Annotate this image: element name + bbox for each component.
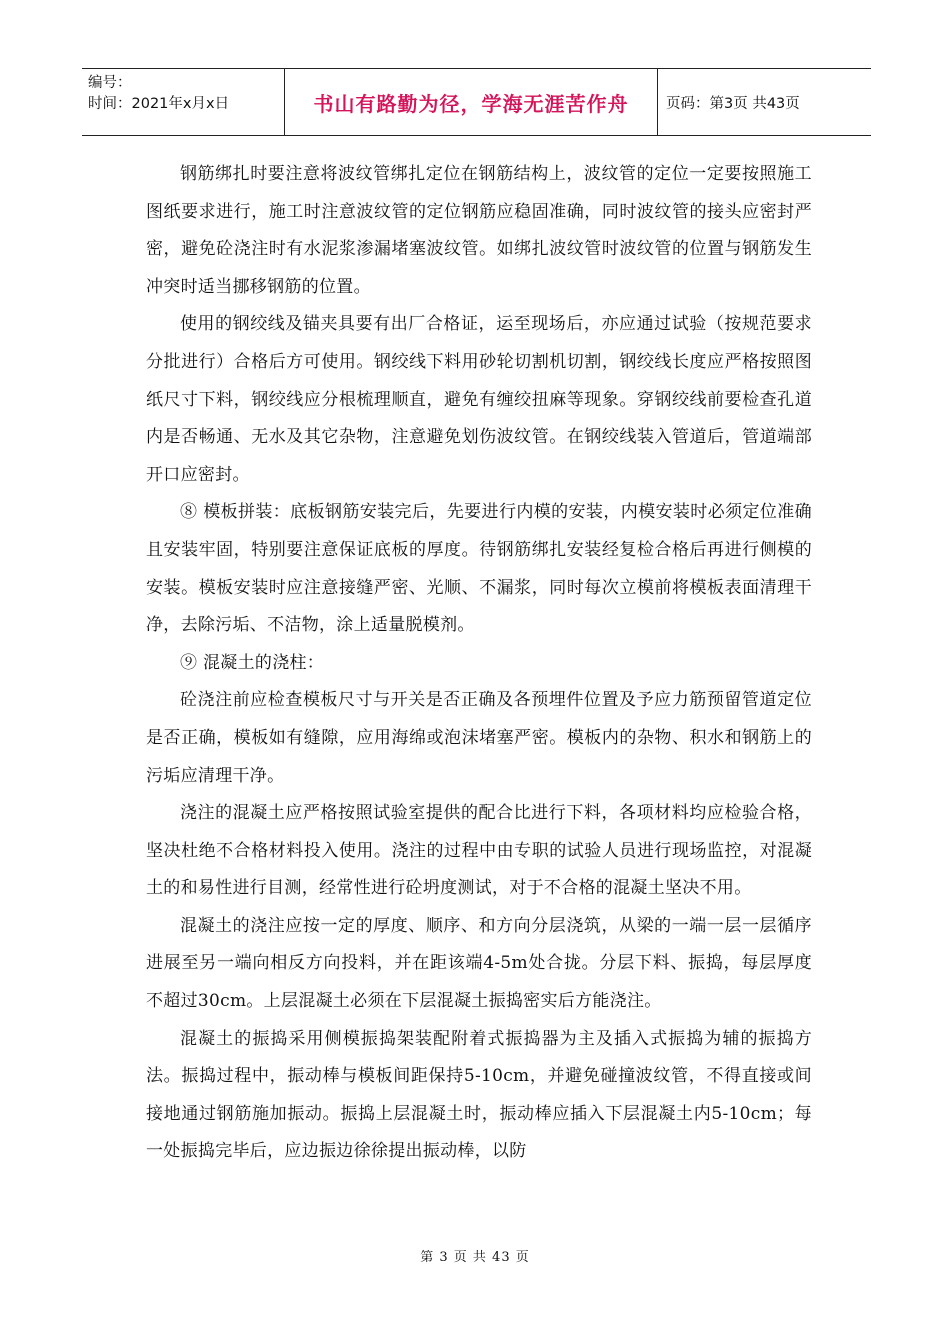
document-body [146,156,812,1171]
page-footer: 第 3 页 共 43 页 [420,1250,530,1265]
number-label: 编号： [88,75,132,91]
header-motto: 书山有路勤为径，学海无涯苦作舟 [284,69,658,135]
paragraph: ⑧ 模板拼装：底板钢筋安装完后，先要进行内模的安装，内模安装时必须定位准确且安装牢固，特别要注意保证底板的厚度。待钢筋绑扎安装经复检合格后再进行侧模的安装。模板安装时应注意接缝严密、光顺、不漏浆，同时每次立模前将模板表面清理干净，去除污垢、不洁物，涂上适量脱模剂。 [146,502,812,636]
page-header [82,68,871,136]
paragraph: 钢筋绑扎时要注意将波纹管绑扎定位在钢筋结构上，波纹管的定位一定要按照施工图纸要求进行，施工时注意波纹管的定位钢筋应稳固准确，同时波纹管的接头应密封严密，避免砼浇注时有水泥浆渗漏堵塞波纹管。如绑扎波纹管时波纹管的位置与钢筋发生冲突时适当挪移钢筋的位置。 [146,164,812,297]
paragraph: 混凝土的浇注应按一定的厚度、顺序、和方向分层浇筑，从梁的一端一层一层循序进展至另一端向相反方向投料，并在距该端4-5m处合拢。分层下料、振捣，每层厚度不超过30cm。上层混凝土必须在下层混凝土振捣密实后方能浇注。 [146,915,812,1012]
paragraph: 使用的钢绞线及锚夹具要有出厂合格证，运至现场后，亦应通过试验（按规范要求分批进行）合格后方可使用。钢绞线下料用砂轮切割机切割，钢绞线长度应严格按照图纸尺寸下料，钢绞线应分根梳理顺直，避免有缠绞扭麻等现象。穿钢绞线前要检查孔道内是否畅通、无水及其它杂物，注意避免划伤波纹管。在钢绞线装入管道后，管道端部开口应密封。 [146,314,812,485]
paragraph: 浇注的混凝土应严格按照试验室提供的配合比进行下料，各项材料均应检验合格，坚决杜绝不合格材料投入使用。浇注的过程中由专职的试验人员进行现场监控，对混凝土的和易性进行目测，经常性进行砼坍度测试，对于不合格的混凝土坚决不用。 [146,803,812,899]
time-label: 时间：2021年x月x日 [88,96,230,112]
paragraph: 砼浇注前应检查模板尺寸与开关是否正确及各预埋件位置及予应力筋预留管道定位是否正确，模板如有缝隙，应用海绵或泡沫堵塞严密。模板内的杂物、积水和钢筋上的污垢应清理干净。 [146,690,812,786]
section-heading: ⑨ 混凝土的浇柱： [180,652,325,673]
header-page-info: 页码：第3页 共43页 [666,95,800,112]
header-meta [82,69,284,135]
paragraph: 混凝土的振捣采用侧模振捣架装配附着式振捣器为主及插入式振捣为辅的振捣方法。振捣过程中，振动棒与模板间距保持5-10cm，并避免碰撞波纹管，不得直接或间接地通过钢筋施加振动。振捣上层混凝土时，振动棒应插入下层混凝土内5-10cm；每一处振捣完毕后，应边振边徐徐提出振动棒，以防 [146,1028,812,1162]
